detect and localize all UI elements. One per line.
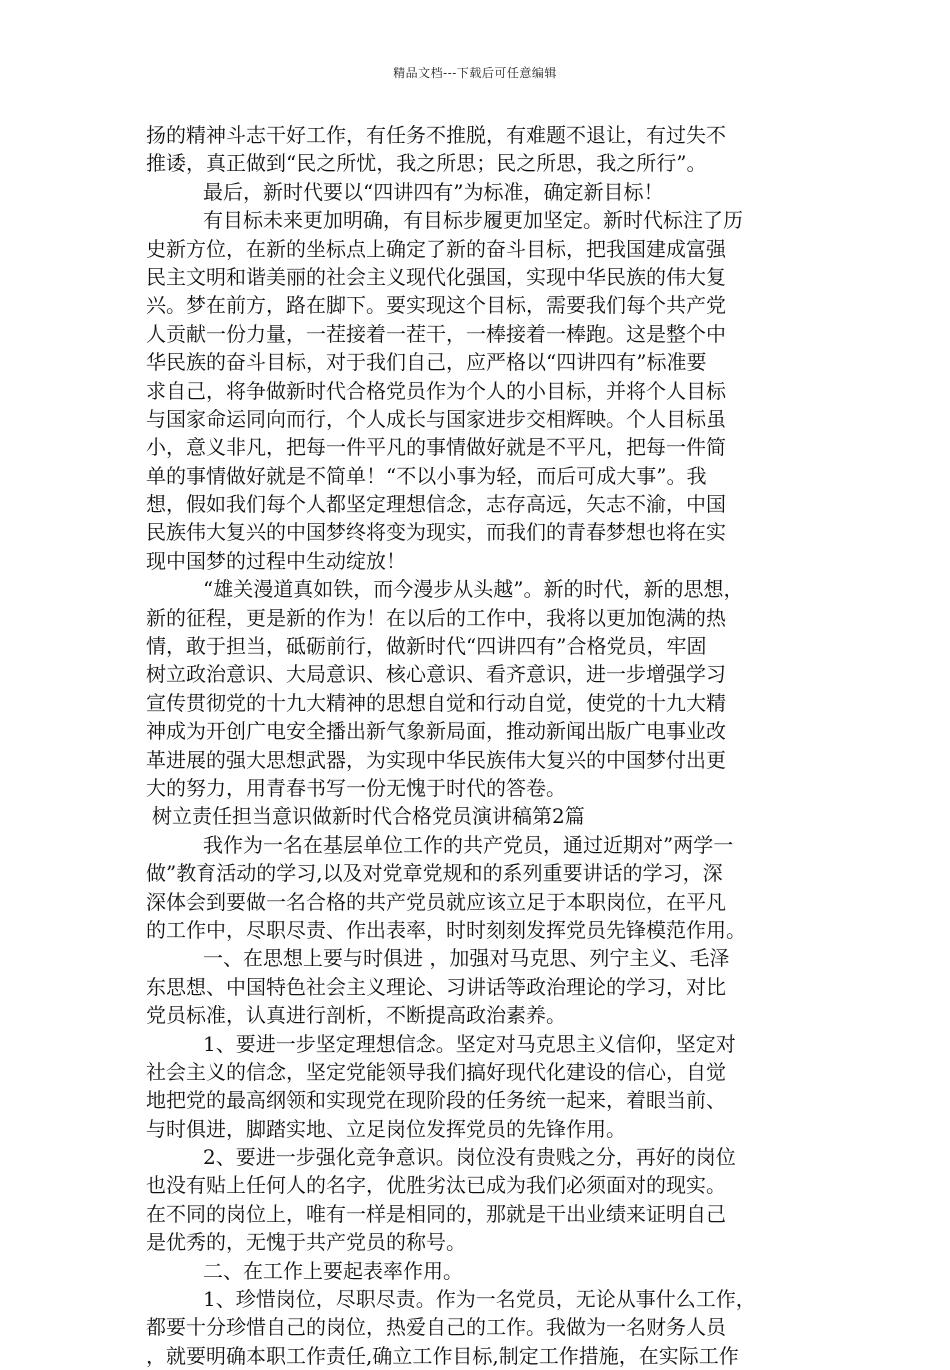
text-line: 大的努力，用青春书写一份无愧于时代的答卷。 (146, 775, 566, 800)
text-line: 也没有贴上任何人的名字，优胜劣汰已成为我们必须面对的现实。 (146, 1173, 726, 1198)
text-line: 民族伟大复兴的中国梦终将变为现实，而我们的青春梦想也将在实 (146, 520, 726, 545)
text-line: 在不同的岗位上，唯有一样是相同的，那就是干出业绩来证明自己 (146, 1201, 726, 1226)
text-line: 神成为开创广电安全播出新气象新局面，推动新闻出版广电事业改 (146, 719, 726, 744)
text-line: 党员标准，认真进行剖析，不断提高政治素养。 (146, 1003, 566, 1028)
text-line: 新的征程，更是新的作为！在以后的工作中，我将以更加饱满的热 (146, 605, 726, 630)
text-line: 一、在思想上要与时俱进 ，加强对马克思、列宁主义、毛泽 (203, 946, 730, 971)
text-line: “雄关漫道真如铁，而今漫步从头越”。新的时代，新的思想， (203, 577, 744, 602)
text-line: 1、珍惜岗位，尽职尽责。作为一名党员，无论从事什么工作， (203, 1287, 756, 1312)
text-line: 小，意义非凡，把每一件平凡的事情做好就是不平凡，把每一件简 (146, 435, 726, 460)
text-line: 兴。梦在前方，路在脚下。要实现这个目标，需要我们每个共产党 (146, 293, 726, 318)
text-line: 二、在工作上要起表率作用。 (203, 1258, 463, 1283)
text-line: 民主文明和谐美丽的社会主义现代化强国，实现中华民族的伟大复 (146, 264, 726, 289)
text-line: 情，敢于担当，砥砺前行，做新时代“四讲四有”合格党员，牢固 (146, 634, 707, 659)
text-line: 地把党的最高纲领和实现党在现阶段的任务统一起来，着眼当前、 (146, 1088, 726, 1113)
text-line: 深体会到要做一名合格的共产党员就应该立足于本职岗位，在平凡 (146, 889, 726, 914)
page-header: 精品文档---下载后可任意编辑 (393, 66, 557, 80)
text-line: 宣传贯彻党的十九大精神的思想自觉和行动自觉，使党的十九大精 (146, 690, 726, 715)
text-line: 与时俱进，脚踏实地、立足岗位发挥党员的先锋作用。 (146, 1116, 626, 1141)
text-line: 的工作中，尽职尽责、作出表率，时时刻刻发挥党员先锋模范作用。 (146, 917, 746, 942)
text-line: 求自己，将争做新时代合格党员作为个人的小目标，并将个人目标 (146, 378, 726, 403)
text-line: 华民族的奋斗目标，对于我们自己，应严格以“四讲四有”标准要 (146, 350, 707, 375)
text-line: 与国家命运同向而行，个人成长与国家进步交相辉映。个人目标虽 (146, 406, 726, 431)
text-line: 单的事情做好就是不简单！“不以小事为轻，而后可成大事”。我 (146, 463, 707, 488)
text-line: 东思想、中国特色社会主义理论、习讲话等政治理论的学习，对比 (146, 974, 726, 999)
text-line: 现中国梦的过程中生动绽放！ (146, 548, 406, 573)
text-line: 人贡献一份力量，一茬接着一茬干，一棒接着一棒跑。这是整个中 (146, 321, 726, 346)
text-line: 革进展的强大思想武器，为实现中华民族伟大复兴的中国梦付出更 (146, 747, 726, 772)
text-line: 社会主义的信念，坚定党能领导我们搞好现代化建设的信心，自觉 (146, 1059, 726, 1084)
text-line: 1、要进一步坚定理想信念。坚定对马克思主义信仰，坚定对 (203, 1031, 736, 1056)
text-line: 都要十分珍惜自己的岗位，热爱自己的工作。我做为一名财务人员 (146, 1315, 726, 1340)
text-line: 树立政治意识、大局意识、核心意识、看齐意识，进一步增强学习 (146, 662, 726, 687)
section-heading: 树立责任担当意识做新时代合格党员演讲稿第2篇 (152, 804, 585, 829)
text-line: 2、要进一步强化竞争意识。岗位没有贵贱之分，再好的岗位 (203, 1145, 736, 1170)
text-line: ，就要明确本职工作责任,确立工作目标,制定工作措施，在实际工作 (146, 1343, 739, 1368)
text-line: 最后，新时代要以“四讲四有”为标准，确定新目标！ (203, 179, 664, 204)
text-line: 有目标未来更加明确，有目标步履更加坚定。新时代标注了历 (203, 208, 743, 233)
text-line: 做”教育活动的学习,以及对党章党规和的系列重要讲话的学习，深 (146, 861, 723, 886)
text-line: 想，假如我们每个人都坚定理想信念，志存高远，矢志不渝，中国 (146, 492, 726, 517)
text-line: 扬的精神斗志干好工作，有任务不推脱，有难题不退让，有过失不 (146, 123, 726, 147)
text-line: 推诿，真正做到“民之所忧，我之所思；民之所思，我之所行”。 (146, 151, 707, 176)
text-line: 是优秀的，无愧于共产党员的称号。 (146, 1230, 466, 1255)
text-line: 我作为一名在基层单位工作的共产党员，通过近期对”两学一 (203, 832, 734, 857)
document-body (146, 121, 812, 1370)
text-line: 史新方位，在新的坐标点上确定了新的奋斗目标，把我国建成富强 (146, 236, 726, 261)
